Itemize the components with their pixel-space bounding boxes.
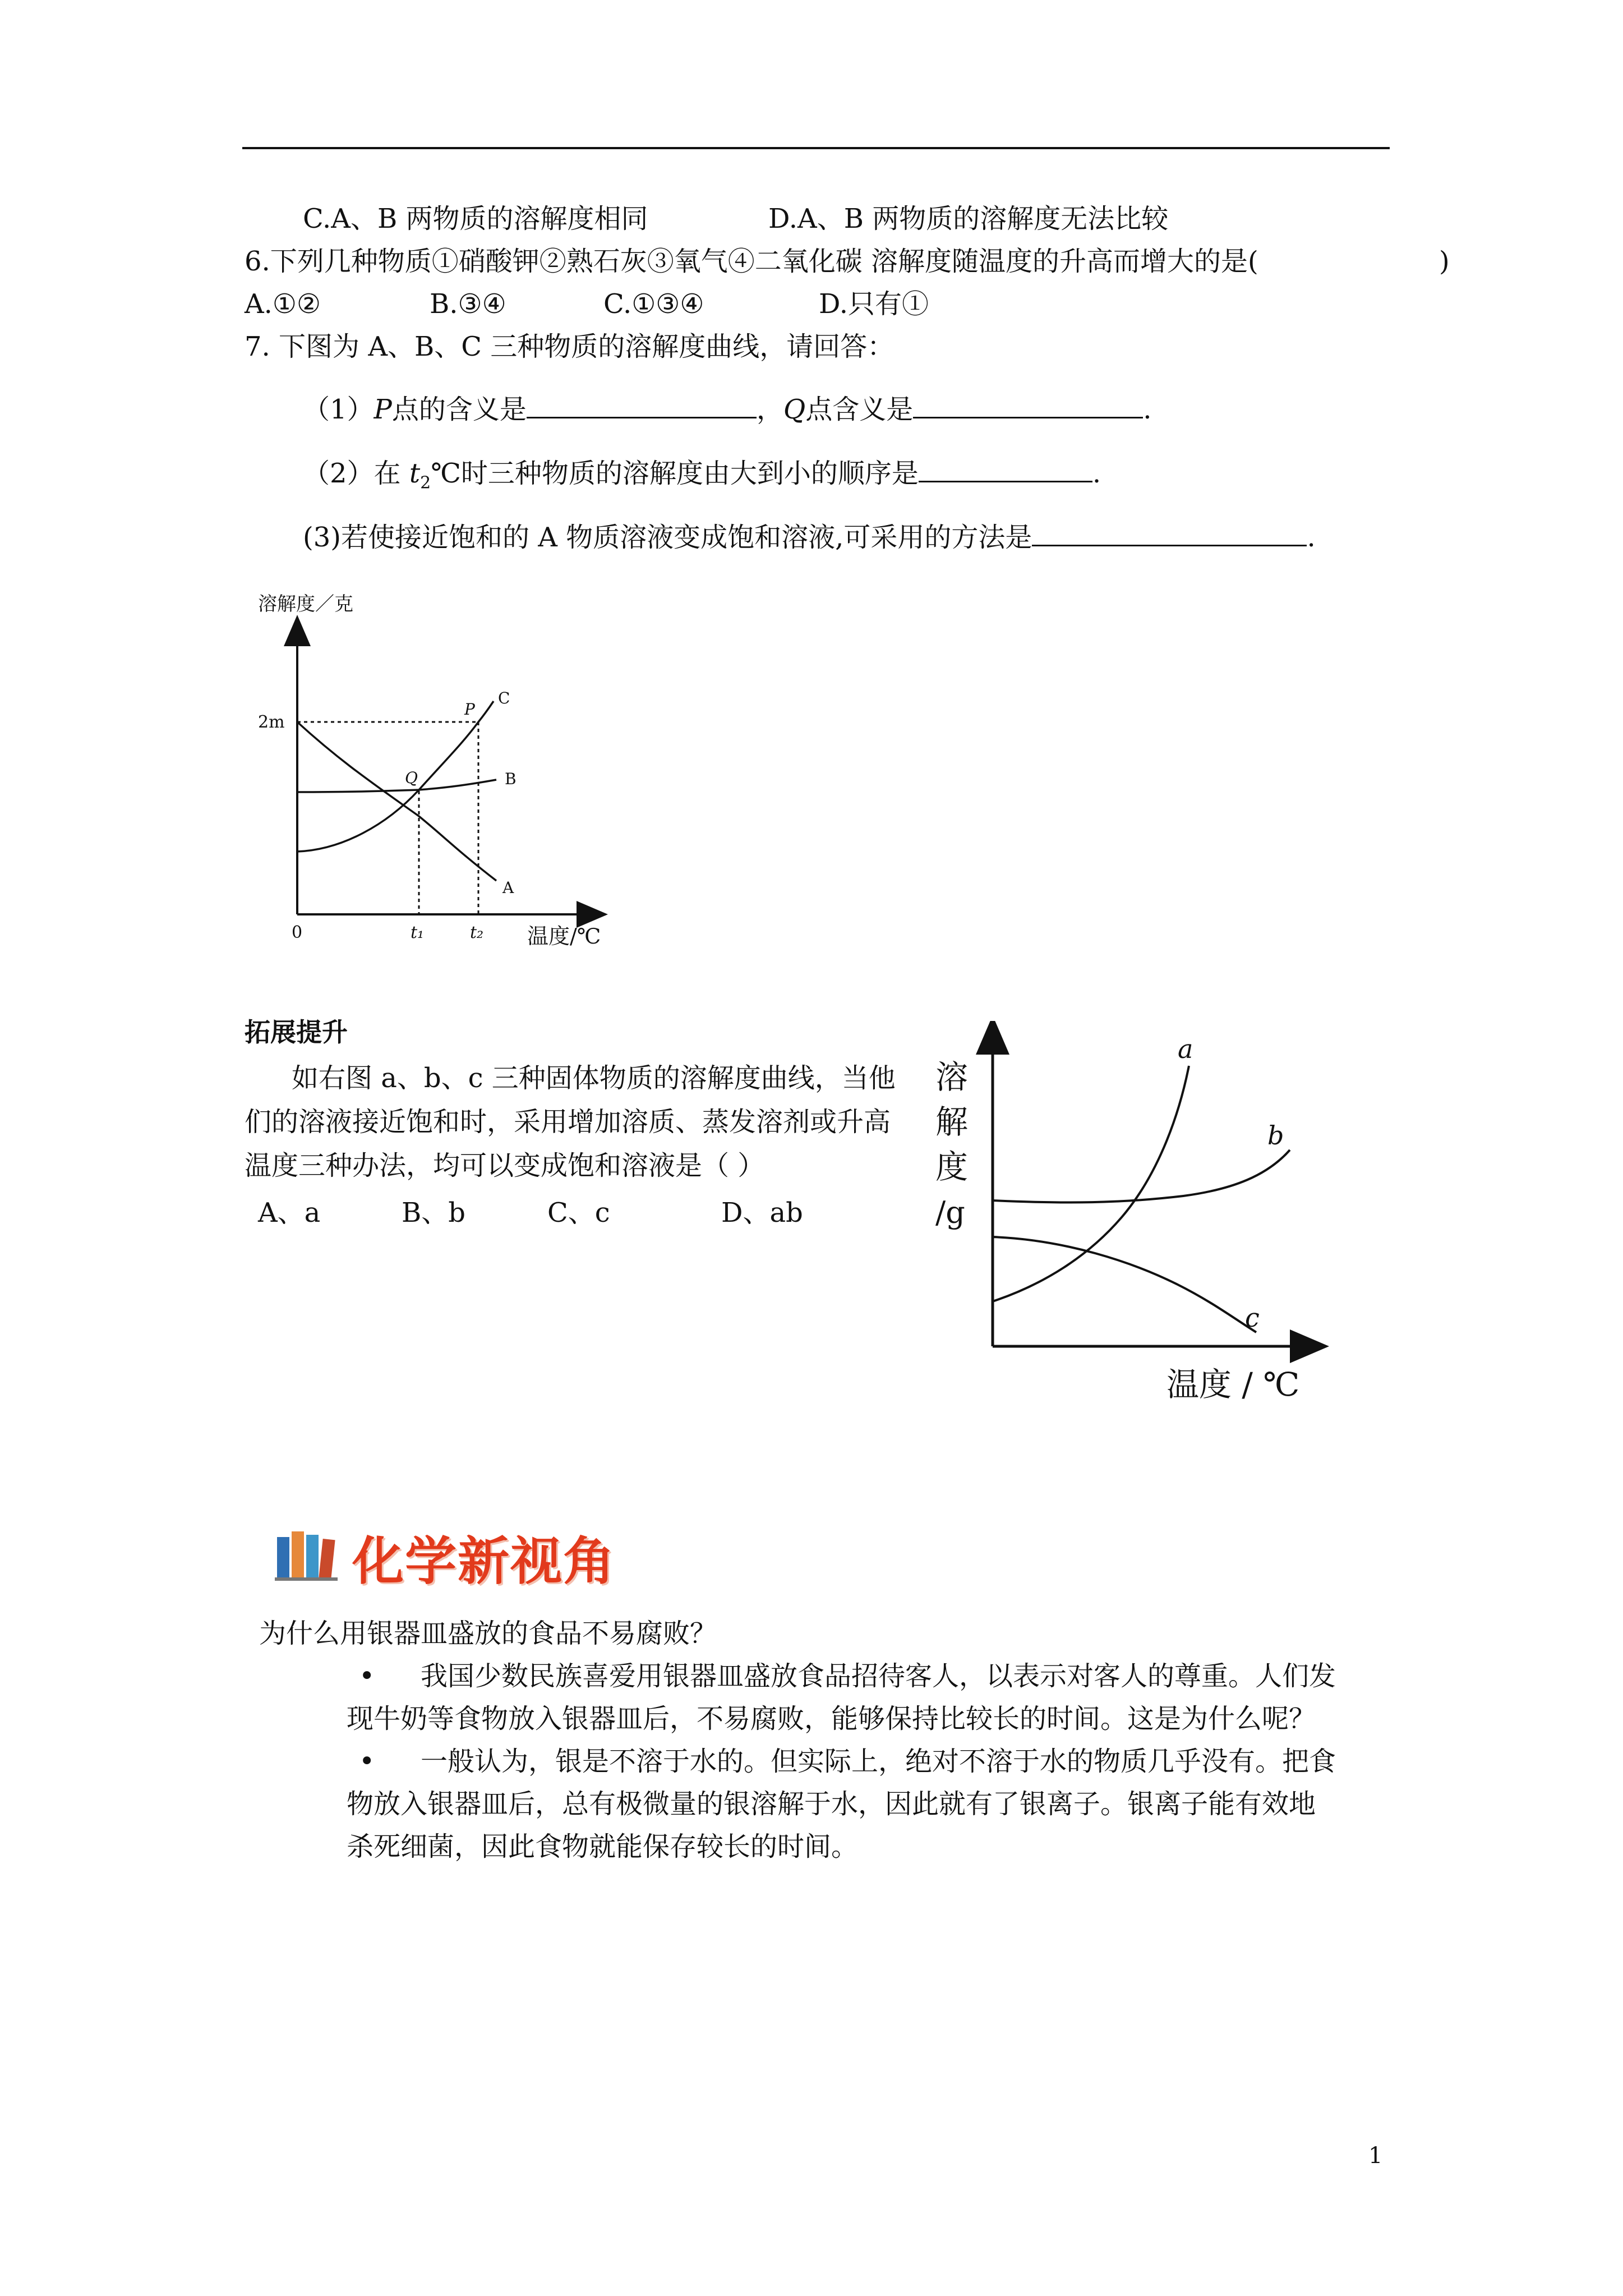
chart2-ylabel-1: 溶 [935,1058,969,1096]
extension-option-b: B、b [402,1197,466,1228]
curve-b [993,1150,1290,1203]
q7-sub2-text: ℃时三种物质的溶解度由大到小的顺序是 [431,458,919,489]
extension-line-3: 温度三种办法，均可以变成饱和溶液是（ ） [245,1150,765,1181]
reading-p1-line1: 我国少数民族喜爱用银器皿盛放食品招待客人，以表示对客人的尊重。人们发 [421,1660,1336,1692]
answer-blank-method[interactable] [1032,520,1307,546]
q7-sub2-prefix: （2）在 [303,458,409,489]
chart2-ylabel-3: 度 [935,1148,969,1186]
solubility-chart-abc [241,583,645,965]
point-q-label: Q [783,394,806,425]
chart1-label-c: C [498,689,510,707]
chart2-label-c: c [1245,1303,1260,1333]
q6-option-a: A.①② [245,288,321,320]
q7-sub2 [303,455,1101,501]
q6-stem-end: ) [1439,246,1450,277]
chart1-xtick-t2: t₂ [470,923,484,942]
reading-p1-line2: 现牛奶等食物放入银器皿后，不易腐败，能够保持比较长的时间。这是为什么呢？ [347,1703,1316,1734]
curve-c [297,701,494,852]
q6-option-d: D.只有① [819,288,929,320]
bullet-2: • [359,1746,375,1777]
banner-title: 化学新视角 [352,1531,616,1591]
q7-sub2-end: . [1092,458,1101,489]
curve-a [993,1066,1189,1301]
chart1-label-a: A [502,878,514,897]
chart1-point-q: Q [405,769,418,787]
q6-stem: 6.下列几种物质①硝酸钾②熟石灰③氧气④二氧化碳 溶解度随温度的升高而增大的是( [245,246,1258,277]
page-number: 1 [1368,2143,1383,2169]
chart1-xlabel: 温度/℃ [527,924,601,949]
chart2-ylabel-2: 解 [935,1103,969,1141]
q5-option-d: D.A、B 两物质的溶解度无法比较 [768,203,1169,234]
bullet-1: • [359,1660,375,1692]
chart1-origin: 0 [292,923,303,942]
chart1-ylabel: 溶解度／克 [258,593,353,615]
extension-title: 拓展提升 [245,1017,348,1047]
chart2-ylabel-4: /g [935,1195,965,1230]
point-p-label: P [374,394,392,425]
answer-blank-q[interactable] [913,392,1143,418]
extension-line-1: 如右图 a、b、c 三种固体物质的溶解度曲线，当他 [292,1062,896,1094]
books-icon [275,1527,342,1581]
extension-option-c: C、c [547,1197,610,1228]
q7-sub1-text-a: 点的含义是 [391,394,527,425]
t2-subscript: 2 [420,473,431,493]
t2-symbol: t [409,458,421,489]
extension-option-d: D、ab [721,1197,803,1228]
chart2-xlabel: 温度 / ℃ [1166,1365,1300,1404]
chart1-label-b: B [505,770,517,788]
q7-sub3-text: (3)若使接近饱和的 A 物质溶液变成饱和溶液,可采用的方法是 [303,522,1032,553]
answer-blank-order[interactable] [919,456,1092,482]
reading-p2-line3: 杀死细菌，因此食物就能保存较长的时间。 [347,1831,859,1862]
chart1-ytick-2m: 2m [258,712,285,732]
reading-p2-line2: 物放入银器皿后，总有极微量的银溶解于水，因此就有了银离子。银离子能有效地 [347,1788,1316,1820]
q7-sub1-comma: ， [756,394,783,425]
q5-option-c: C.A、B 两物质的溶解度相同 [303,203,648,234]
curve-b [297,780,496,792]
chart1-xtick-t1: t₁ [411,923,425,942]
q7-sub3-end: . [1307,522,1316,553]
extension-option-a: A、a [258,1197,321,1228]
reading-p2-line1: 一般认为，银是不溶于水的。但实际上，绝对不溶于水的物质几乎没有。把食 [421,1746,1336,1777]
extension-line-2: 们的溶液接近饱和时，采用增加溶质、蒸发溶剂或升高 [245,1106,891,1138]
chart2-label-b: b [1267,1120,1284,1151]
q7-sub1 [303,392,1152,427]
solubility-chart-abc-lower [920,1021,1335,1414]
q7-sub1-prefix: （1） [303,394,374,425]
q7-stem: 7. 下图为 A、B、C 三种物质的溶解度曲线，请回答： [245,331,895,362]
answer-blank-p[interactable] [527,392,757,418]
q7-sub3 [303,519,1316,555]
chart1-point-p: P [464,700,475,719]
header-rule [242,147,1390,149]
q6-option-c: C.①③④ [603,288,704,320]
q6-option-b: B.③④ [430,288,506,320]
chart2-label-a: a [1178,1034,1193,1064]
q7-sub1-text-b: 点含义是 [805,394,914,425]
reading-question: 为什么用银器皿盛放的食品不易腐败？ [259,1618,717,1649]
q7-sub1-end: . [1143,394,1152,425]
curve-a [297,722,496,881]
